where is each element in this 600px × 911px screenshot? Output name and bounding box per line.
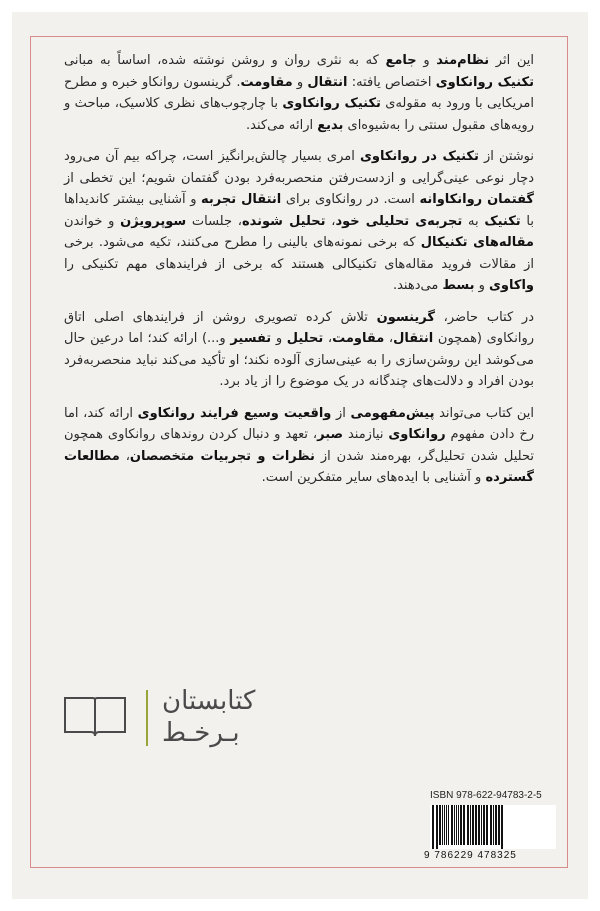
bold-phrase: تحلیل: [286, 331, 324, 346]
barcode-digits: 9 786229 478325: [424, 850, 517, 861]
barcode-bar: [495, 805, 497, 845]
text-run: ،: [384, 331, 394, 346]
barcode-bar: [470, 805, 471, 845]
text-run: ،: [323, 331, 333, 346]
text-run: است. در روانکاوی برای: [281, 192, 420, 207]
publisher-name-line2: بـرخـط: [162, 718, 240, 748]
bold-phrase: مقاومت: [332, 331, 385, 346]
text-run: امری بسیار چالش‌برانگیز است، چراکه بیم آن می‌رود دچار نوعی عینی‌گرایی و ازدست‌رفتن منحصربه‌فرد بودن گفتمان شویم؛ این تخطی از: [64, 149, 534, 186]
text-run: اختصاص یافته:: [347, 74, 436, 90]
barcode-bar: [501, 805, 503, 849]
blurb-paragraph: [64, 50, 534, 136]
bold-phrase: پیش‌مفهومی: [350, 405, 435, 421]
barcode-bar: [478, 805, 480, 845]
barcode: [430, 805, 556, 849]
bold-phrase: تکنیک در روانکاوی: [359, 149, 479, 164]
barcode-bar: [444, 805, 445, 845]
text-run: که به نثری روان و روشن نوشته شده، اساساً به مبانی: [64, 53, 386, 68]
barcode-bar: [460, 805, 462, 845]
text-run: در کتاب حاضر،: [434, 309, 534, 325]
bold-phrase: تحلیل شونده: [241, 213, 326, 229]
text-run: که برخی نمونه‌های بالینی را مطرح می‌کنند، تکیه می‌شود. برخی از مقالات فروید مقاله‌های تکنیکالی هستند که برخی از فرایندهای مهم تکنیکی را: [64, 235, 534, 272]
text-run: و خواندن: [64, 213, 121, 229]
barcode-bar: [483, 805, 485, 845]
bold-phrase: تفسیر: [230, 331, 272, 346]
text-run: نوشتن از: [478, 149, 534, 164]
text-run: ، تعهد و دنبال کردن روندهای روانکاوی همچون تحلیل شدن تحلیل‌گر، بهره‌مند شدن از: [64, 427, 534, 464]
bold-phrase: انتقال: [307, 74, 348, 90]
text-run: و آشنایی با ایده‌های سایر متفکرین است.: [261, 470, 486, 485]
barcode-bar: [481, 805, 482, 845]
barcode-bar: [498, 805, 500, 845]
bold-phrase: واکاوی: [489, 278, 534, 293]
bold-phrase: مقاله‌های تکنیکال: [420, 235, 534, 250]
bold-phrase: نظام‌مند: [436, 53, 490, 68]
barcode-bar: [463, 805, 465, 845]
open-book-icon: [62, 694, 128, 740]
bold-phrase: انتقال تجربه: [201, 192, 282, 207]
bold-phrase: تکنیک: [484, 213, 521, 229]
text-run: ارائه کند، اما رخ دادن مفهوم: [64, 405, 534, 442]
blurb-paragraph: [64, 146, 534, 297]
text-run: و: [292, 74, 308, 90]
text-run: و آشنایی بیشتر کاندیداها با: [64, 192, 534, 229]
bold-phrase: گرینسون: [376, 309, 435, 325]
bold-phrase: گفتمان روانکاوانه: [419, 192, 534, 207]
text-run: به: [462, 213, 485, 229]
publisher-name-line1: کتابستان: [162, 686, 256, 716]
barcode-bar: [490, 805, 492, 845]
barcode-bar: [439, 805, 441, 845]
text-run: . گرینسون روانکاو خبره و مطرح امریکایی با ورود به مقوله‌ی: [64, 74, 534, 111]
barcode-bar: [432, 805, 434, 849]
bold-phrase: سوپرویژن: [120, 213, 187, 229]
text-run: ، جلسات: [186, 213, 242, 229]
barcode-bar: [493, 805, 494, 845]
bold-phrase: جامع: [385, 53, 417, 68]
text-run: می‌دهند.: [392, 278, 443, 293]
bold-phrase: بسط: [442, 278, 475, 293]
blurb-paragraph: [64, 307, 534, 393]
text-run: نیازمند: [343, 427, 389, 442]
bold-phrase: واقعیت وسیع فرایند روانکاوی: [137, 405, 332, 421]
text-run: و: [416, 53, 437, 68]
barcode-bar: [448, 805, 449, 845]
bold-phrase: انتقال: [393, 331, 434, 346]
text-run: ،: [119, 448, 130, 464]
bold-phrase: روانکاوی: [388, 427, 446, 442]
barcode-bar: [475, 805, 477, 845]
text-run: و: [474, 278, 490, 293]
text-run: ،: [325, 213, 336, 229]
bold-phrase: مطالعات گسترده: [64, 448, 534, 485]
text-run: و: [271, 331, 287, 346]
text-run: تلاش کرده تصویری روشن از فرایندهای اصلی اتاق روانکاوی (همچون: [64, 309, 535, 346]
isbn-label: ISBN 978-622-94783-2-5: [430, 790, 542, 801]
barcode-bar: [467, 805, 469, 845]
bold-phrase: بدیع: [317, 117, 344, 133]
bold-phrase: تکنیک روانکاوی: [282, 96, 381, 111]
blurb-text: [64, 50, 534, 499]
publisher-logo: [62, 688, 312, 752]
barcode-bar: [446, 805, 447, 845]
barcode-bar: [486, 805, 488, 845]
barcode-bar: [442, 805, 443, 845]
barcode-bar: [458, 805, 459, 845]
barcode-bar: [436, 805, 438, 849]
bold-phrase: مقاومت: [240, 74, 293, 90]
barcode-bar: [472, 805, 474, 845]
barcode-bar: [456, 805, 457, 845]
barcode-bar: [451, 805, 453, 845]
text-run: از: [331, 405, 351, 421]
bold-phrase: نظرات و تجربیات متخصصان: [129, 448, 315, 464]
bold-phrase: صبر: [317, 427, 344, 442]
text-run: این اثر: [489, 53, 535, 68]
logo-divider: [146, 690, 148, 746]
text-run: ارائه می‌کند.: [246, 117, 318, 133]
bold-phrase: تجربه‌ی تحلیلی خود: [335, 213, 463, 229]
barcode-bar: [454, 805, 455, 845]
blurb-paragraph: [64, 403, 534, 489]
text-run: این کتاب می‌تواند: [434, 405, 534, 421]
bold-phrase: تکنیک روانکاوی: [435, 74, 534, 90]
text-run: با چارچوب‌های نظری کلاسیک، مباحث و رویه‌های مقبول سنتی را به‌شیوه‌ای: [64, 96, 534, 133]
text-run: و...) ارائه کند؛ اما درعین حال می‌کوشد این روشن‌سازی را به عینی‌سازی آلوده نکند؛ او تأکید می‌کند نباید منحصربه‌فرد بودن افراد و دلالت‌های چندگانه در یک موضوع را از یاد برد.: [64, 331, 534, 389]
